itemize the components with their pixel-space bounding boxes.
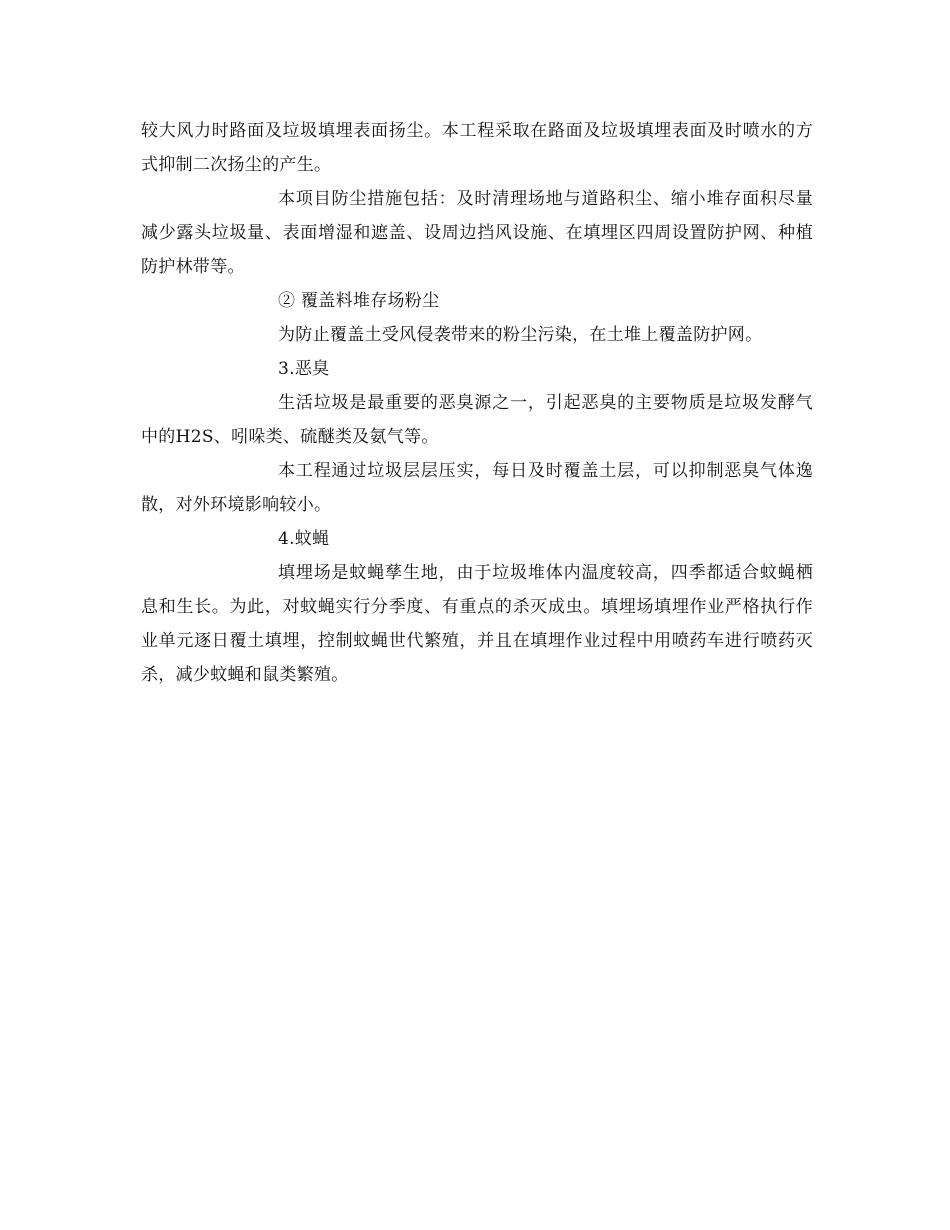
- paragraph-mosquito-control: 填埋场是蚊蝇孳生地，由于垃圾堆体内温度较高，四季都适合蚊蝇栖息和生长。为此，对蚊蝇实行分季度、有重点的杀灭成虫。填埋场填埋作业严格执行作业单元逐日覆土填埋，控制蚊蝇世代繁殖，并且在填埋作业过程中用喷药车进行喷药灭杀，减少蚊蝇和鼠类繁殖。: [141, 563, 813, 685]
- paragraph-dust-measures: 本项目防尘措施包括：及时清理场地与道路积尘、缩小堆存面积尽量减少露头垃圾量、表面增湿和遮盖、设周边挡风设施、在填埋区四周设置防护网、种植防护林带等。: [141, 189, 813, 277]
- document-body: [141, 114, 813, 692]
- heading-cover-material-dust: ② 覆盖料堆存场粉尘: [278, 291, 440, 311]
- paragraph-continuation-dust: 较大风力时路面及垃圾填埋表面扬尘。本工程采取在路面及垃圾填埋表面及时喷水的方式抑制二次扬尘的产生。: [141, 121, 813, 175]
- paragraph-cover-soil-net: 为防止覆盖土受风侵袭带来的粉尘污染，在土堆上覆盖防护网。: [278, 325, 763, 345]
- heading-mosquitoes-flies: 4.蚊蝇: [278, 529, 330, 549]
- heading-odor: 3.恶臭: [278, 359, 330, 379]
- paragraph-odor-sources: 生活垃圾是最重要的恶臭源之一，引起恶臭的主要物质是垃圾发酵气中的H2S、吲哚类、硫醚类及氨气等。: [141, 393, 813, 447]
- paragraph-odor-control: 本工程通过垃圾层层压实，每日及时覆盖土层，可以抑制恶臭气体逸散，对外环境影响较小。: [141, 461, 813, 515]
